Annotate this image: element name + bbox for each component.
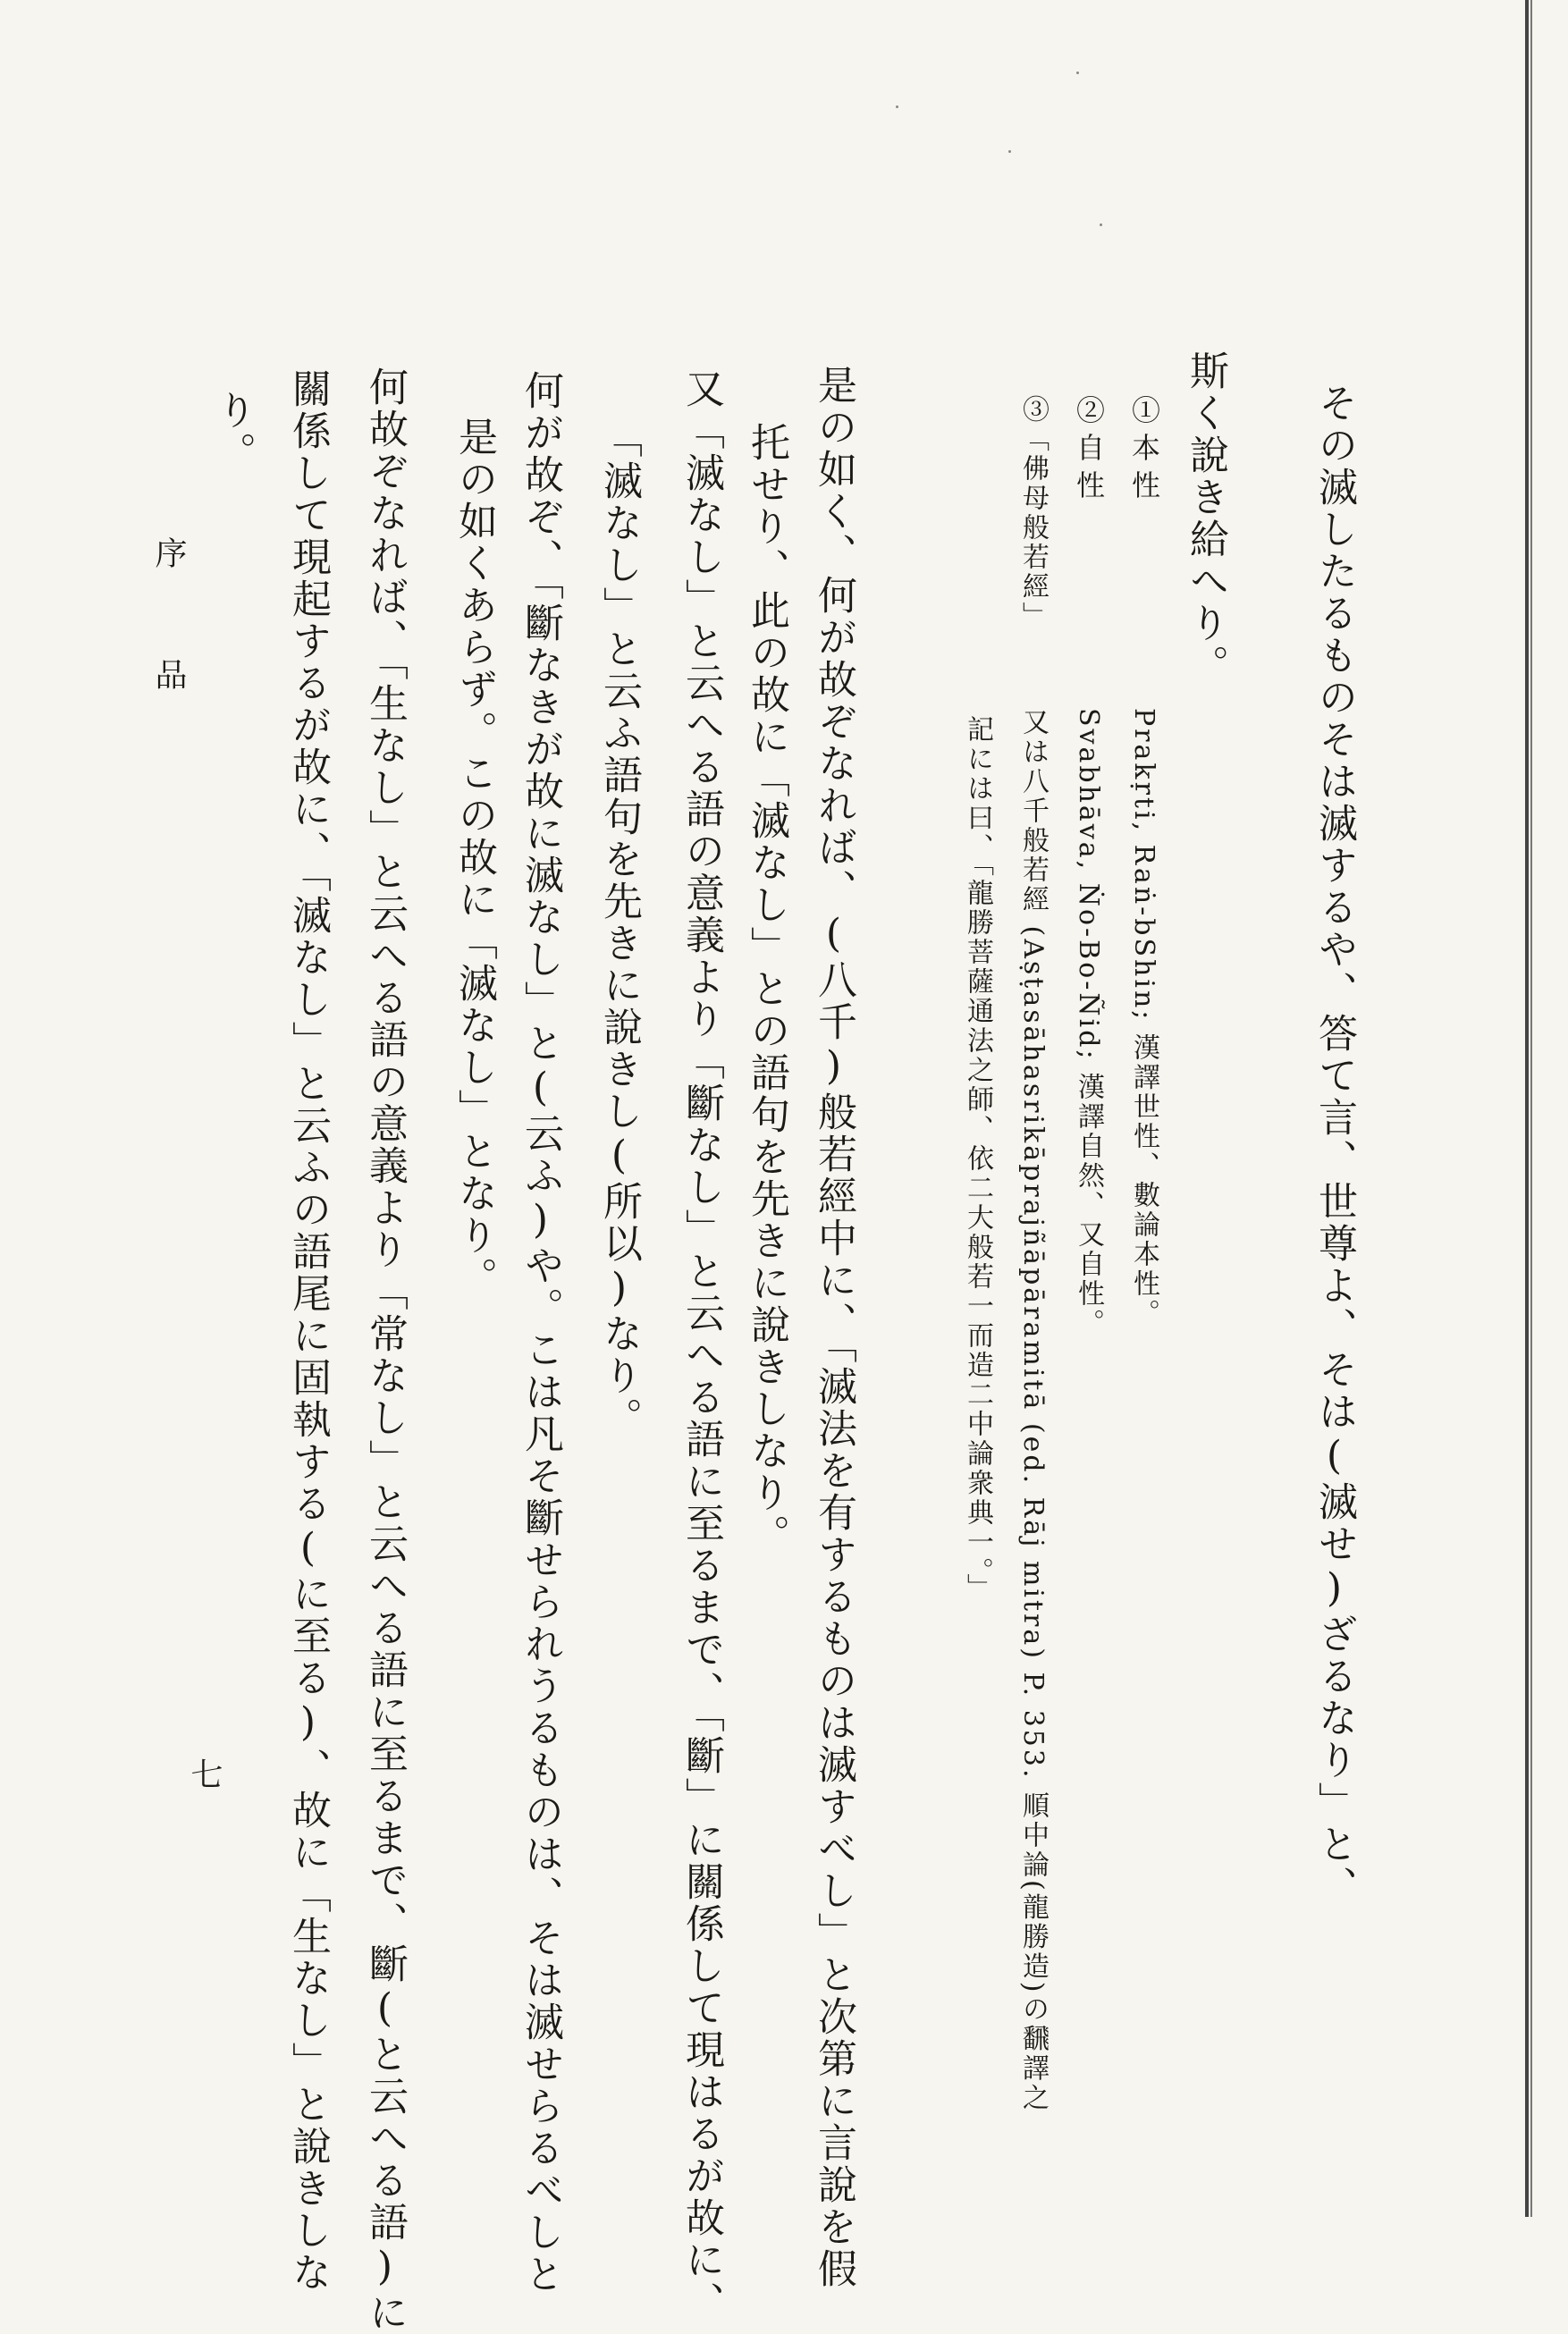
text-column-6: 「滅なし」と云ふ語句を先きに說きし(所以)なり。 — [596, 418, 642, 1439]
text-column-5: 又「滅なし」と云へる語の意義より「斷なし」と云へる語に至るまで、「斷」に關係して現はるが故に、 — [679, 368, 724, 2323]
text-column-2: 斯く說き給へり。 — [1183, 350, 1228, 687]
page-edge-rule-inner — [1530, 0, 1532, 2217]
note-1-text: Prakṛti, Raṅ-bShin; 漢譯世性、數論本性。 — [1128, 708, 1159, 1328]
text-column-8: 是の如くあらず。この故に「滅なし」となり。 — [451, 417, 497, 1299]
paper-speck — [1076, 72, 1079, 74]
note-1-label: ①本性 — [1127, 395, 1161, 508]
note-3-text-cont: 記には曰、「龍勝菩薩通法之師、依二大般若一而造二中論衆典一。」 — [962, 715, 993, 1603]
paper-speck — [1100, 223, 1102, 226]
text-column-4: 托せり、此の故に「滅なし」との語句を先きに說きしなり。 — [744, 422, 789, 1556]
page-number: 七 — [186, 1757, 223, 1790]
section-title: 序品 — [150, 536, 187, 779]
note-3-label: ③「佛母般若經」 — [1017, 395, 1049, 631]
text-column-9: 何故ぞなれば、「生なし」と云へる語の意義より「常なし」と云へる語に至るまで、斷(と云へる語)に — [362, 367, 408, 2334]
text-column-11: り。 — [210, 390, 256, 474]
text-column-10: 關係して現起するが故に、「滅なし」と云ふの語尾に固執する(に至る)、故に「生なし」と說きしな — [285, 368, 331, 2294]
text-column-7: 何が故ぞ、「斷なきが故に滅なし」と(云ふ)や。こは凡そ斷せられうるものは、そは滅せらるべしと — [518, 370, 563, 2296]
text-column-3: 是の如く、何が故ぞなれば、(八千)般若經中に、「滅法を有するものは滅すべし」と次第に言說を假 — [811, 365, 856, 2290]
paper-speck — [896, 105, 898, 108]
note-2-label: ②自性 — [1072, 395, 1106, 508]
note-3-text: 又は八千般若經 (Aṣṭasāhasrikāprajñāpāramitā (ed. Rāj mitra) P. 353. 順中論(龍勝造)の飜譯之 — [1017, 708, 1049, 2113]
page-edge-rule — [1525, 0, 1529, 2217]
text-column-1: その滅したるものそは滅するや、答て言、世尊よ、そは(滅せ)ざるなり」と、 — [1311, 383, 1357, 1908]
paper-speck — [1008, 150, 1011, 153]
note-2-text: Svabhāva, Ṅo-Bo-Ñid; 漢譯自然、又自性。 — [1073, 708, 1104, 1339]
